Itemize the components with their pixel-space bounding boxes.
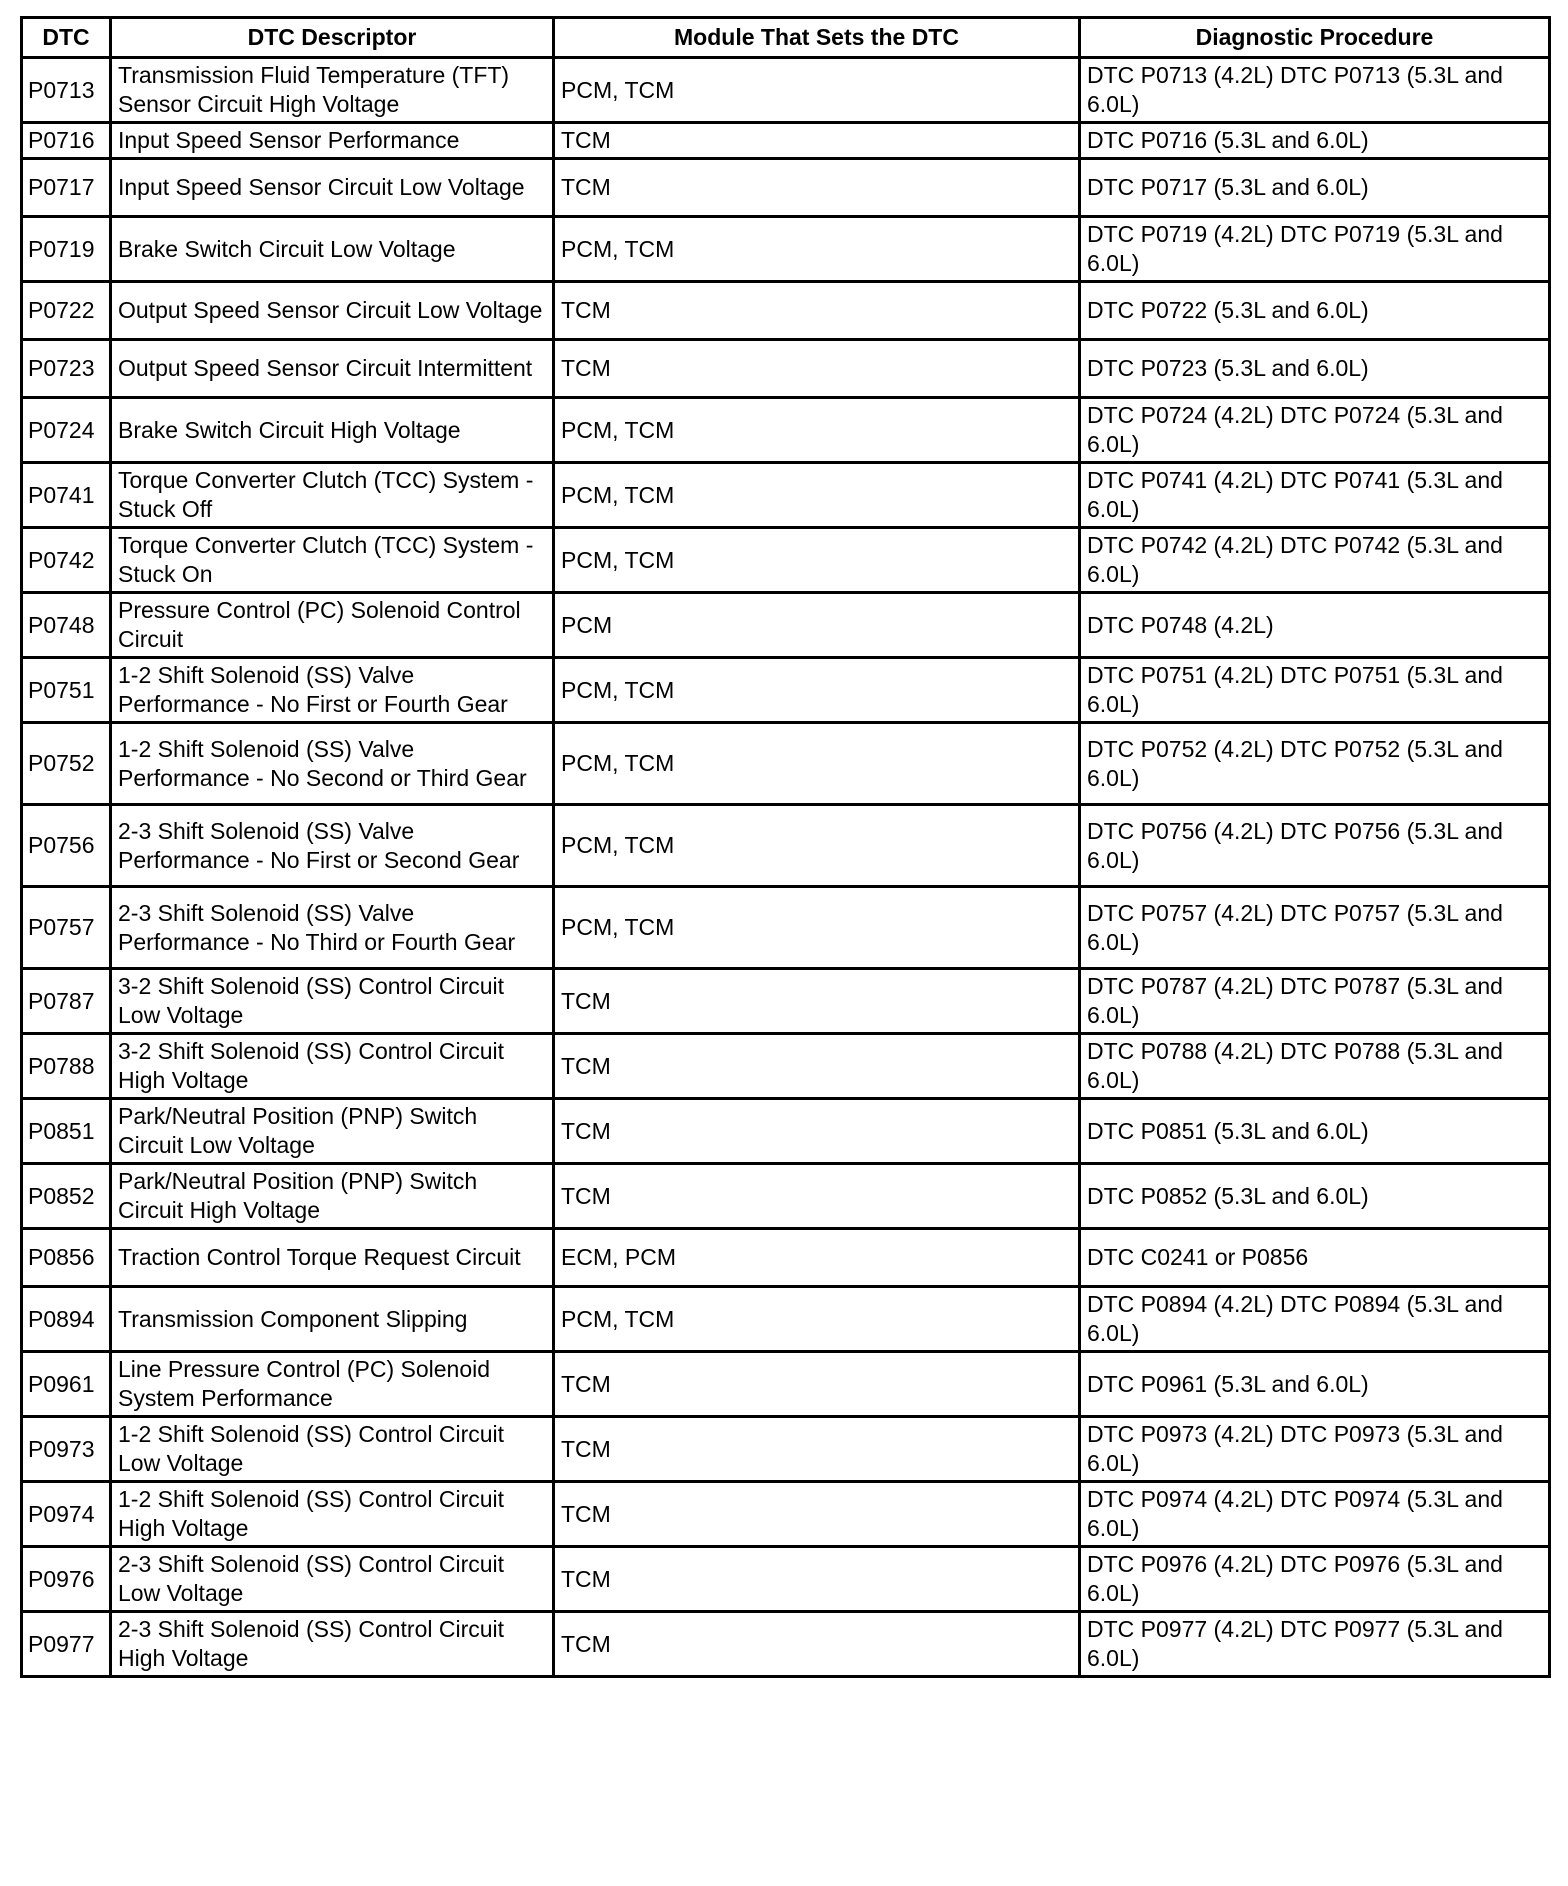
module-cell: TCM	[554, 1034, 1080, 1099]
table-row	[22, 1099, 1550, 1164]
dtc-descriptor-cell: Input Speed Sensor Performance	[111, 123, 554, 159]
module-cell: PCM, TCM	[554, 887, 1080, 969]
dtc-descriptor-cell: 3-2 Shift Solenoid (SS) Control Circuit High Voltage	[111, 1034, 554, 1099]
table-row	[22, 1547, 1550, 1612]
dtc-descriptor-cell: 2-3 Shift Solenoid (SS) Control Circuit High Voltage	[111, 1612, 554, 1677]
dtc-descriptor-cell: Torque Converter Clutch (TCC) System - Stuck On	[111, 528, 554, 593]
dtc-descriptor-cell: Traction Control Torque Request Circuit	[111, 1229, 554, 1287]
module-cell: TCM	[554, 1164, 1080, 1229]
table-row	[22, 1229, 1550, 1287]
table-row	[22, 887, 1550, 969]
header-module: Module That Sets the DTC	[554, 18, 1080, 58]
table-row	[22, 658, 1550, 723]
dtc-descriptor-cell: Park/Neutral Position (PNP) Switch Circuit Low Voltage	[111, 1099, 554, 1164]
diagnostic-procedure-cell: DTC P0752 (4.2L) DTC P0752 (5.3L and 6.0L)	[1080, 723, 1550, 805]
dtc-code-cell: P0974	[22, 1482, 111, 1547]
diagnostic-procedure-cell: DTC P0852 (5.3L and 6.0L)	[1080, 1164, 1550, 1229]
dtc-descriptor-cell: 1-2 Shift Solenoid (SS) Valve Performance - No First or Fourth Gear	[111, 658, 554, 723]
table-row	[22, 1034, 1550, 1099]
module-cell: ECM, PCM	[554, 1229, 1080, 1287]
module-cell: PCM, TCM	[554, 805, 1080, 887]
dtc-code-cell: P0751	[22, 658, 111, 723]
table-row	[22, 58, 1550, 123]
diagnostic-procedure-cell: DTC P0976 (4.2L) DTC P0976 (5.3L and 6.0L)	[1080, 1547, 1550, 1612]
table-row	[22, 1482, 1550, 1547]
diagnostic-procedure-cell: DTC P0787 (4.2L) DTC P0787 (5.3L and 6.0L)	[1080, 969, 1550, 1034]
table-row	[22, 969, 1550, 1034]
module-cell: PCM, TCM	[554, 58, 1080, 123]
table-row	[22, 340, 1550, 398]
dtc-descriptor-cell: Pressure Control (PC) Solenoid Control Circuit	[111, 593, 554, 658]
module-cell: PCM, TCM	[554, 1287, 1080, 1352]
diagnostic-procedure-cell: DTC C0241 or P0856	[1080, 1229, 1550, 1287]
dtc-code-cell: P0724	[22, 398, 111, 463]
table-body	[22, 58, 1550, 1677]
dtc-descriptor-cell: Output Speed Sensor Circuit Low Voltage	[111, 282, 554, 340]
diagnostic-procedure-cell: DTC P0851 (5.3L and 6.0L)	[1080, 1099, 1550, 1164]
dtc-table-page	[20, 16, 1548, 1678]
table-row	[22, 1612, 1550, 1677]
diagnostic-procedure-cell: DTC P0974 (4.2L) DTC P0974 (5.3L and 6.0L)	[1080, 1482, 1550, 1547]
table-row	[22, 1164, 1550, 1229]
dtc-descriptor-cell: Transmission Component Slipping	[111, 1287, 554, 1352]
table-row	[22, 463, 1550, 528]
dtc-code-cell: P0973	[22, 1417, 111, 1482]
diagnostic-procedure-cell: DTC P0788 (4.2L) DTC P0788 (5.3L and 6.0L)	[1080, 1034, 1550, 1099]
dtc-code-cell: P0757	[22, 887, 111, 969]
module-cell: PCM, TCM	[554, 463, 1080, 528]
diagnostic-procedure-cell: DTC P0741 (4.2L) DTC P0741 (5.3L and 6.0L)	[1080, 463, 1550, 528]
module-cell: TCM	[554, 123, 1080, 159]
table-row	[22, 528, 1550, 593]
module-cell: TCM	[554, 1099, 1080, 1164]
table-row	[22, 217, 1550, 282]
dtc-code-cell: P0716	[22, 123, 111, 159]
table-row	[22, 159, 1550, 217]
dtc-descriptor-cell: Brake Switch Circuit High Voltage	[111, 398, 554, 463]
module-cell: TCM	[554, 159, 1080, 217]
diagnostic-procedure-cell: DTC P0716 (5.3L and 6.0L)	[1080, 123, 1550, 159]
dtc-descriptor-cell: 1-2 Shift Solenoid (SS) Control Circuit High Voltage	[111, 1482, 554, 1547]
dtc-code-cell: P0723	[22, 340, 111, 398]
dtc-table	[20, 16, 1551, 1678]
dtc-descriptor-cell: Park/Neutral Position (PNP) Switch Circuit High Voltage	[111, 1164, 554, 1229]
diagnostic-procedure-cell: DTC P0742 (4.2L) DTC P0742 (5.3L and 6.0L)	[1080, 528, 1550, 593]
dtc-descriptor-cell: 1-2 Shift Solenoid (SS) Valve Performance - No Second or Third Gear	[111, 723, 554, 805]
dtc-descriptor-cell: Transmission Fluid Temperature (TFT) Sensor Circuit High Voltage	[111, 58, 554, 123]
dtc-code-cell: P0856	[22, 1229, 111, 1287]
dtc-descriptor-cell: Brake Switch Circuit Low Voltage	[111, 217, 554, 282]
dtc-descriptor-cell: 2-3 Shift Solenoid (SS) Control Circuit Low Voltage	[111, 1547, 554, 1612]
diagnostic-procedure-cell: DTC P0894 (4.2L) DTC P0894 (5.3L and 6.0L)	[1080, 1287, 1550, 1352]
diagnostic-procedure-cell: DTC P0713 (4.2L) DTC P0713 (5.3L and 6.0L)	[1080, 58, 1550, 123]
table-row	[22, 723, 1550, 805]
dtc-descriptor-cell: Torque Converter Clutch (TCC) System - Stuck Off	[111, 463, 554, 528]
module-cell: PCM, TCM	[554, 398, 1080, 463]
dtc-code-cell: P0894	[22, 1287, 111, 1352]
diagnostic-procedure-cell: DTC P0723 (5.3L and 6.0L)	[1080, 340, 1550, 398]
dtc-descriptor-cell: 1-2 Shift Solenoid (SS) Control Circuit Low Voltage	[111, 1417, 554, 1482]
dtc-code-cell: P0742	[22, 528, 111, 593]
dtc-code-cell: P0852	[22, 1164, 111, 1229]
dtc-descriptor-cell: 2-3 Shift Solenoid (SS) Valve Performance - No Third or Fourth Gear	[111, 887, 554, 969]
table-row	[22, 805, 1550, 887]
table-row	[22, 123, 1550, 159]
dtc-code-cell: P0717	[22, 159, 111, 217]
dtc-code-cell: P0719	[22, 217, 111, 282]
diagnostic-procedure-cell: DTC P0751 (4.2L) DTC P0751 (5.3L and 6.0L)	[1080, 658, 1550, 723]
table-row	[22, 593, 1550, 658]
dtc-code-cell: P0741	[22, 463, 111, 528]
diagnostic-procedure-cell: DTC P0961 (5.3L and 6.0L)	[1080, 1352, 1550, 1417]
dtc-code-cell: P0756	[22, 805, 111, 887]
dtc-code-cell: P0787	[22, 969, 111, 1034]
diagnostic-procedure-cell: DTC P0757 (4.2L) DTC P0757 (5.3L and 6.0L)	[1080, 887, 1550, 969]
header-descriptor: DTC Descriptor	[111, 18, 554, 58]
module-cell: TCM	[554, 340, 1080, 398]
dtc-code-cell: P0976	[22, 1547, 111, 1612]
dtc-descriptor-cell: 2-3 Shift Solenoid (SS) Valve Performance - No First or Second Gear	[111, 805, 554, 887]
table-row	[22, 1287, 1550, 1352]
diagnostic-procedure-cell: DTC P0973 (4.2L) DTC P0973 (5.3L and 6.0L)	[1080, 1417, 1550, 1482]
module-cell: PCM, TCM	[554, 723, 1080, 805]
module-cell: TCM	[554, 282, 1080, 340]
diagnostic-procedure-cell: DTC P0722 (5.3L and 6.0L)	[1080, 282, 1550, 340]
table-row	[22, 1417, 1550, 1482]
module-cell: PCM, TCM	[554, 528, 1080, 593]
module-cell: TCM	[554, 1612, 1080, 1677]
module-cell: PCM	[554, 593, 1080, 658]
diagnostic-procedure-cell: DTC P0748 (4.2L)	[1080, 593, 1550, 658]
dtc-descriptor-cell: Input Speed Sensor Circuit Low Voltage	[111, 159, 554, 217]
dtc-code-cell: P0788	[22, 1034, 111, 1099]
dtc-code-cell: P0722	[22, 282, 111, 340]
diagnostic-procedure-cell: DTC P0717 (5.3L and 6.0L)	[1080, 159, 1550, 217]
dtc-code-cell: P0713	[22, 58, 111, 123]
table-row	[22, 1352, 1550, 1417]
module-cell: TCM	[554, 969, 1080, 1034]
table-row	[22, 282, 1550, 340]
diagnostic-procedure-cell: DTC P0977 (4.2L) DTC P0977 (5.3L and 6.0L)	[1080, 1612, 1550, 1677]
dtc-code-cell: P0961	[22, 1352, 111, 1417]
dtc-code-cell: P0752	[22, 723, 111, 805]
module-cell: TCM	[554, 1352, 1080, 1417]
module-cell: PCM, TCM	[554, 217, 1080, 282]
table-row	[22, 398, 1550, 463]
dtc-code-cell: P0851	[22, 1099, 111, 1164]
module-cell: TCM	[554, 1482, 1080, 1547]
table-header	[22, 18, 1550, 58]
diagnostic-procedure-cell: DTC P0756 (4.2L) DTC P0756 (5.3L and 6.0L)	[1080, 805, 1550, 887]
dtc-descriptor-cell: Output Speed Sensor Circuit Intermittent	[111, 340, 554, 398]
module-cell: TCM	[554, 1417, 1080, 1482]
dtc-code-cell: P0748	[22, 593, 111, 658]
header-dtc: DTC	[22, 18, 111, 58]
dtc-code-cell: P0977	[22, 1612, 111, 1677]
module-cell: PCM, TCM	[554, 658, 1080, 723]
module-cell: TCM	[554, 1547, 1080, 1612]
dtc-descriptor-cell: 3-2 Shift Solenoid (SS) Control Circuit Low Voltage	[111, 969, 554, 1034]
header-procedure: Diagnostic Procedure	[1080, 18, 1550, 58]
diagnostic-procedure-cell: DTC P0719 (4.2L) DTC P0719 (5.3L and 6.0L)	[1080, 217, 1550, 282]
diagnostic-procedure-cell: DTC P0724 (4.2L) DTC P0724 (5.3L and 6.0L)	[1080, 398, 1550, 463]
dtc-descriptor-cell: Line Pressure Control (PC) Solenoid System Performance	[111, 1352, 554, 1417]
header-row	[22, 18, 1550, 58]
